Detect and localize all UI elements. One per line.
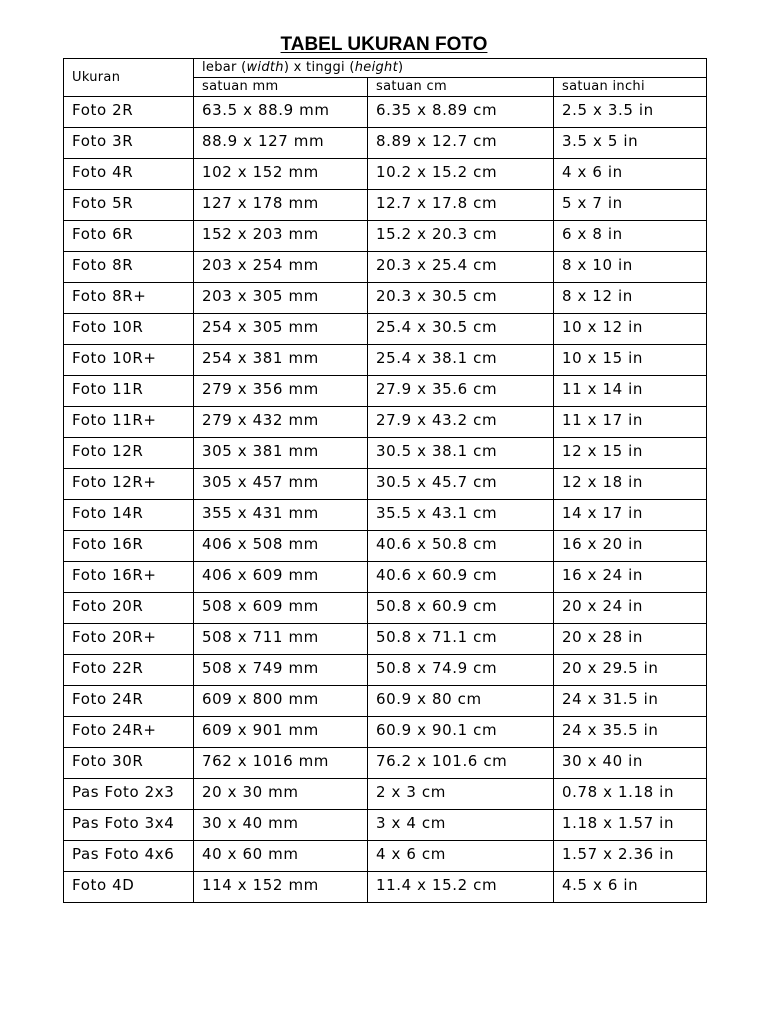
cell-in: 8 x 12 in <box>554 283 707 314</box>
cell-mm: 127 x 178 mm <box>194 190 368 221</box>
cell-mm: 508 x 711 mm <box>194 624 368 655</box>
cell-ukuran: Foto 24R <box>64 686 194 717</box>
header-ukuran: Ukuran <box>64 59 194 97</box>
cell-ukuran: Foto 11R <box>64 376 194 407</box>
cell-mm: 63.5 x 88.9 mm <box>194 97 368 128</box>
cell-in: 12 x 18 in <box>554 469 707 500</box>
cell-mm: 279 x 432 mm <box>194 407 368 438</box>
cell-mm: 406 x 508 mm <box>194 531 368 562</box>
cell-ukuran: Foto 24R+ <box>64 717 194 748</box>
cell-in: 20 x 24 in <box>554 593 707 624</box>
cell-ukuran: Foto 10R+ <box>64 345 194 376</box>
table-row <box>64 686 707 717</box>
cell-cm: 2 x 3 cm <box>368 779 554 810</box>
table-row <box>64 190 707 221</box>
cell-cm: 76.2 x 101.6 cm <box>368 748 554 779</box>
cell-cm: 8.89 x 12.7 cm <box>368 128 554 159</box>
table-row <box>64 252 707 283</box>
table-row <box>64 128 707 159</box>
cell-in: 12 x 15 in <box>554 438 707 469</box>
table-row <box>64 841 707 872</box>
cell-cm: 60.9 x 80 cm <box>368 686 554 717</box>
table-row <box>64 97 707 128</box>
table-row <box>64 593 707 624</box>
table-row <box>64 779 707 810</box>
cell-ukuran: Foto 22R <box>64 655 194 686</box>
cell-cm: 15.2 x 20.3 cm <box>368 221 554 252</box>
cell-ukuran: Foto 20R <box>64 593 194 624</box>
table-body <box>64 59 707 903</box>
cell-cm: 25.4 x 30.5 cm <box>368 314 554 345</box>
cell-ukuran: Foto 12R+ <box>64 469 194 500</box>
cell-cm: 50.8 x 74.9 cm <box>368 655 554 686</box>
cell-in: 3.5 x 5 in <box>554 128 707 159</box>
cell-mm: 508 x 749 mm <box>194 655 368 686</box>
header-cm: satuan cm <box>368 78 554 97</box>
cell-mm: 406 x 609 mm <box>194 562 368 593</box>
cell-in: 2.5 x 3.5 in <box>554 97 707 128</box>
cell-in: 14 x 17 in <box>554 500 707 531</box>
cell-in: 24 x 31.5 in <box>554 686 707 717</box>
table-row <box>64 407 707 438</box>
header-dimension-group <box>194 59 707 78</box>
cell-in: 0.78 x 1.18 in <box>554 779 707 810</box>
header-group-prefix: lebar ( <box>202 60 247 75</box>
cell-ukuran: Foto 4D <box>64 872 194 903</box>
cell-in: 16 x 24 in <box>554 562 707 593</box>
cell-cm: 11.4 x 15.2 cm <box>368 872 554 903</box>
cell-mm: 305 x 381 mm <box>194 438 368 469</box>
table-row <box>64 872 707 903</box>
cell-in: 16 x 20 in <box>554 531 707 562</box>
header-mm: satuan mm <box>194 78 368 97</box>
cell-in: 11 x 17 in <box>554 407 707 438</box>
cell-cm: 40.6 x 60.9 cm <box>368 562 554 593</box>
cell-mm: 152 x 203 mm <box>194 221 368 252</box>
cell-cm: 50.8 x 60.9 cm <box>368 593 554 624</box>
cell-cm: 25.4 x 38.1 cm <box>368 345 554 376</box>
cell-in: 24 x 35.5 in <box>554 717 707 748</box>
cell-mm: 203 x 254 mm <box>194 252 368 283</box>
cell-in: 11 x 14 in <box>554 376 707 407</box>
cell-mm: 20 x 30 mm <box>194 779 368 810</box>
header-group-middle: ) x tinggi ( <box>283 60 355 75</box>
cell-in: 4 x 6 in <box>554 159 707 190</box>
cell-cm: 20.3 x 30.5 cm <box>368 283 554 314</box>
table-row <box>64 717 707 748</box>
cell-cm: 30.5 x 38.1 cm <box>368 438 554 469</box>
cell-mm: 30 x 40 mm <box>194 810 368 841</box>
cell-cm: 12.7 x 17.8 cm <box>368 190 554 221</box>
header-group-height: height <box>354 60 398 75</box>
cell-cm: 4 x 6 cm <box>368 841 554 872</box>
cell-mm: 762 x 1016 mm <box>194 748 368 779</box>
table-row <box>64 810 707 841</box>
table-row <box>64 376 707 407</box>
cell-ukuran: Foto 2R <box>64 97 194 128</box>
cell-in: 10 x 15 in <box>554 345 707 376</box>
table-row <box>64 655 707 686</box>
cell-ukuran: Foto 12R <box>64 438 194 469</box>
cell-in: 10 x 12 in <box>554 314 707 345</box>
cell-mm: 102 x 152 mm <box>194 159 368 190</box>
cell-in: 1.18 x 1.57 in <box>554 810 707 841</box>
cell-in: 6 x 8 in <box>554 221 707 252</box>
cell-ukuran: Foto 20R+ <box>64 624 194 655</box>
cell-mm: 609 x 901 mm <box>194 717 368 748</box>
cell-cm: 40.6 x 50.8 cm <box>368 531 554 562</box>
cell-in: 1.57 x 2.36 in <box>554 841 707 872</box>
cell-ukuran: Foto 5R <box>64 190 194 221</box>
table-row <box>64 221 707 252</box>
header-group-width: width <box>246 60 284 75</box>
cell-cm: 35.5 x 43.1 cm <box>368 500 554 531</box>
cell-ukuran: Foto 3R <box>64 128 194 159</box>
table-row <box>64 438 707 469</box>
cell-mm: 40 x 60 mm <box>194 841 368 872</box>
cell-mm: 203 x 305 mm <box>194 283 368 314</box>
cell-mm: 355 x 431 mm <box>194 500 368 531</box>
table-row <box>64 748 707 779</box>
header-group-suffix: ) <box>397 60 404 75</box>
cell-ukuran: Foto 30R <box>64 748 194 779</box>
cell-mm: 254 x 305 mm <box>194 314 368 345</box>
cell-ukuran: Foto 16R+ <box>64 562 194 593</box>
header-in: satuan inchi <box>554 78 707 97</box>
cell-mm: 254 x 381 mm <box>194 345 368 376</box>
table-row <box>64 500 707 531</box>
table-row <box>64 159 707 190</box>
cell-in: 30 x 40 in <box>554 748 707 779</box>
table-row <box>64 562 707 593</box>
cell-cm: 27.9 x 35.6 cm <box>368 376 554 407</box>
cell-in: 5 x 7 in <box>554 190 707 221</box>
cell-in: 20 x 28 in <box>554 624 707 655</box>
cell-cm: 3 x 4 cm <box>368 810 554 841</box>
cell-in: 4.5 x 6 in <box>554 872 707 903</box>
cell-cm: 6.35 x 8.89 cm <box>368 97 554 128</box>
cell-ukuran: Foto 4R <box>64 159 194 190</box>
cell-ukuran: Foto 16R <box>64 531 194 562</box>
cell-ukuran: Foto 11R+ <box>64 407 194 438</box>
cell-mm: 88.9 x 127 mm <box>194 128 368 159</box>
cell-cm: 60.9 x 90.1 cm <box>368 717 554 748</box>
table-row <box>64 314 707 345</box>
cell-mm: 279 x 356 mm <box>194 376 368 407</box>
cell-cm: 30.5 x 45.7 cm <box>368 469 554 500</box>
cell-mm: 305 x 457 mm <box>194 469 368 500</box>
cell-ukuran: Pas Foto 4x6 <box>64 841 194 872</box>
cell-cm: 20.3 x 25.4 cm <box>368 252 554 283</box>
cell-mm: 508 x 609 mm <box>194 593 368 624</box>
cell-ukuran: Pas Foto 2x3 <box>64 779 194 810</box>
photo-size-table <box>63 58 707 903</box>
table-row <box>64 469 707 500</box>
cell-ukuran: Foto 6R <box>64 221 194 252</box>
cell-ukuran: Pas Foto 3x4 <box>64 810 194 841</box>
cell-cm: 10.2 x 15.2 cm <box>368 159 554 190</box>
cell-ukuran: Foto 10R <box>64 314 194 345</box>
table-row <box>64 345 707 376</box>
cell-mm: 609 x 800 mm <box>194 686 368 717</box>
cell-in: 20 x 29.5 in <box>554 655 707 686</box>
table-row <box>64 531 707 562</box>
cell-ukuran: Foto 8R+ <box>64 283 194 314</box>
page-title: TABEL UKURAN FOTO <box>280 34 488 55</box>
cell-cm: 27.9 x 43.2 cm <box>368 407 554 438</box>
table-row <box>64 283 707 314</box>
cell-mm: 114 x 152 mm <box>194 872 368 903</box>
cell-cm: 50.8 x 71.1 cm <box>368 624 554 655</box>
table-row <box>64 624 707 655</box>
cell-ukuran: Foto 8R <box>64 252 194 283</box>
cell-in: 8 x 10 in <box>554 252 707 283</box>
cell-ukuran: Foto 14R <box>64 500 194 531</box>
header-row-group <box>64 59 707 78</box>
